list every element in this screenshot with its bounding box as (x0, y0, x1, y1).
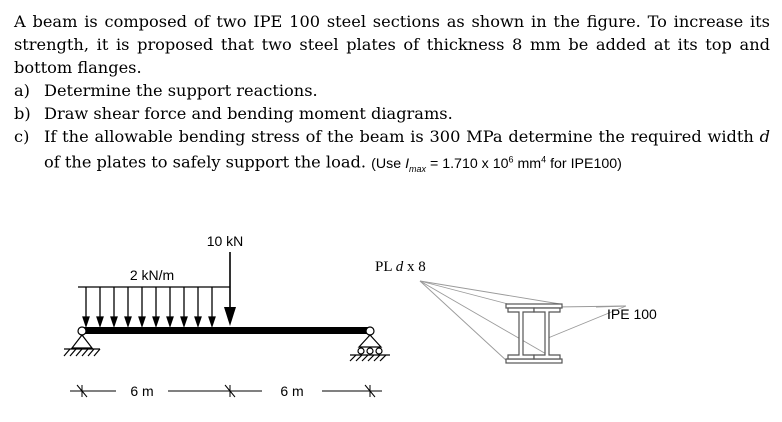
note-exponent: 6 (508, 154, 514, 164)
udl-arrow-head (209, 317, 215, 326)
point-load-arrow (224, 252, 236, 326)
udl-arrow-head (139, 317, 145, 326)
distributed-load-arrows (78, 287, 230, 326)
span-left-label: 6 m (130, 383, 154, 399)
question-c-var: d (759, 127, 770, 146)
udl-arrow-head (167, 317, 173, 326)
section-label: IPE 100 (607, 306, 657, 322)
right-ipe-section (534, 308, 560, 359)
distributed-load-label: 2 kN/m (129, 267, 175, 283)
question-c-text-end: of the plates to safely support the load. (44, 152, 366, 172)
problem-intro: A beam is composed of two IPE 100 steel sections as shown in the figure. To increase its strength, it is proposed that two steel plates of thickness 8 mm be added at its top and bottom flanges. (14, 12, 770, 77)
plate-label-prefix: PL (375, 259, 392, 275)
plate-label-var: d (395, 259, 404, 275)
cross-section (420, 281, 626, 363)
udl-arrow-head (153, 317, 159, 326)
udl-arrow-head (181, 317, 187, 326)
beam (82, 327, 370, 334)
udl-arrow-head (97, 317, 103, 326)
note-unit-exponent: 4 (541, 154, 547, 164)
question-c-text-start: If the allowable bending stress of the beam is 300 MPa determine the required width (44, 127, 754, 146)
point-load-label: 10 kN (206, 233, 244, 249)
note-subscript: max (409, 163, 427, 174)
dimension-line (70, 385, 382, 397)
plate-label (375, 259, 426, 275)
note-end: for IPE100) (550, 155, 622, 172)
question-b-marker: b) (14, 104, 31, 123)
question-c-marker: c) (14, 127, 30, 146)
note-symbol: I (405, 155, 410, 172)
note-open: (Use (371, 155, 402, 172)
udl-arrow-head (125, 317, 131, 326)
udl-arrow-head (83, 317, 89, 326)
udl-arrow-head (111, 317, 117, 326)
span-right-label: 6 m (280, 383, 304, 399)
question-a-text: Determine the support reactions. (44, 81, 318, 100)
note-equals: = 1.710 x 10 (430, 155, 509, 172)
question-a-marker: a) (14, 81, 30, 100)
note-unit: mm (517, 155, 542, 172)
question-b-text: Draw shear force and bending moment diagrams. (44, 104, 453, 123)
plate-label-suffix: x 8 (406, 259, 426, 275)
left-ipe-section (508, 308, 534, 359)
udl-arrow-head (195, 317, 201, 326)
